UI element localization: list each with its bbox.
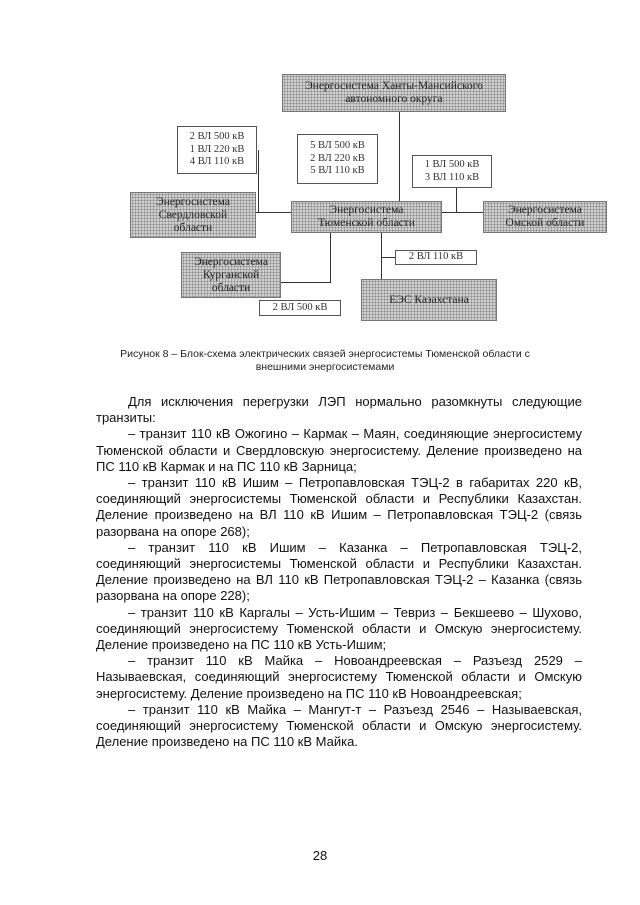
line-khmao-tyumen <box>399 112 400 202</box>
paragraph-transit-5: – транзит 110 кВ Майка – Новоандреевская – Разъезд 2529 – Называевская, соединяющий энергосистему Тюменской области и Омскую энергосистему. Деление произведено на ПС 110 кВ Новоандреевская; <box>96 653 582 701</box>
box-khmao: Энергосистема Ханты-Мансийского автономного округа <box>282 74 506 112</box>
line-tyumen-kurgan-h <box>281 282 331 283</box>
label-sverdlovsk-lines: 2 ВЛ 500 кВ 1 ВЛ 220 кВ 4 ВЛ 110 кВ <box>177 126 257 174</box>
paragraph-transit-4: – транзит 110 кВ Каргалы – Усть-Ишим – Тевриз – Бекшеево – Шухово, соединяющий энергосистему Тюменской области и Омскую энергосистему. Деление произведено на ПС 110 кВ Усть-Ишим; <box>96 604 582 653</box>
label-kurgan-lines: 2 ВЛ 500 кВ <box>259 300 341 316</box>
label-kazakhstan-lines: 2 ВЛ 110 кВ <box>395 250 477 265</box>
line-omsk-label-leader <box>456 188 457 212</box>
box-kazakhstan: ЕЭС Казахстана <box>361 279 497 321</box>
label-omsk-lines: 1 ВЛ 500 кВ 3 ВЛ 110 кВ <box>412 155 492 188</box>
box-kurgan: Энергосистема Курганской области <box>181 252 281 298</box>
paragraph-transit-3: – транзит 110 кВ Ишим – Казанка – Петропавловская ТЭЦ-2, соединяющий энергосистемы Тюменской области и Республики Казахстан. Деление произведено на ВЛ 110 кВ Петропавловская ТЭЦ-2 – Казанка (связь разорвана на опоре 228); <box>96 539 582 604</box>
line-kazakhstan-label-leader <box>381 257 395 258</box>
figure-caption: Рисунок 8 – Блок-схема электрических связей энергосистемы Тюменской области с внешними энергосистемами <box>120 348 530 373</box>
paragraph-transit-1: – транзит 110 кВ Ожогино – Кармак – Маян, соединяющие энергосистему Тюменской области и Свердловскую энергосистему. Деление произведено на ПС 110 кВ Кармак и на ПС 110 кВ Зарница; <box>96 426 582 474</box>
block-diagram <box>0 0 640 340</box>
box-sverdlovsk: Энергосистема Свердловской области <box>130 192 256 238</box>
paragraph-transit-6: – транзит 110 кВ Майка – Мангут-т – Разъезд 2546 – Называевская, соединяющий энергосистему Тюменской области и Омскую энергосистему. Деление произведено на ПС 110 кВ Майка. <box>96 701 582 750</box>
line-sverdlovsk-label-leader <box>258 150 259 212</box>
body-text <box>96 394 582 750</box>
label-khmao-lines: 5 ВЛ 500 кВ 2 ВЛ 220 кВ 5 ВЛ 110 кВ <box>297 134 378 184</box>
paragraph-intro: Для исключения перегрузки ЛЭП нормально разомкнуты следующие транзиты: <box>96 394 582 426</box>
box-tyumen: Энергосистема Тюменской области <box>291 201 442 233</box>
line-sverdlovsk-tyumen <box>255 212 292 213</box>
paragraph-transit-2: – транзит 110 кВ Ишим – Петропавловская ТЭЦ-2 в габаритах 220 кВ, соединяющий энергосистемы Тюменской области и Республики Казахстан. Деление произведено на ВЛ 110 кВ Ишим – Петропавловская ТЭЦ-2 (связь разорвана на опоре 268); <box>96 475 582 539</box>
box-omsk: Энергосистема Омской области <box>483 201 607 233</box>
line-omsk-tyumen <box>441 212 483 213</box>
line-tyumen-kurgan-v <box>330 233 331 283</box>
page-number: 28 <box>312 848 328 863</box>
line-tyumen-kazakhstan <box>381 233 382 279</box>
